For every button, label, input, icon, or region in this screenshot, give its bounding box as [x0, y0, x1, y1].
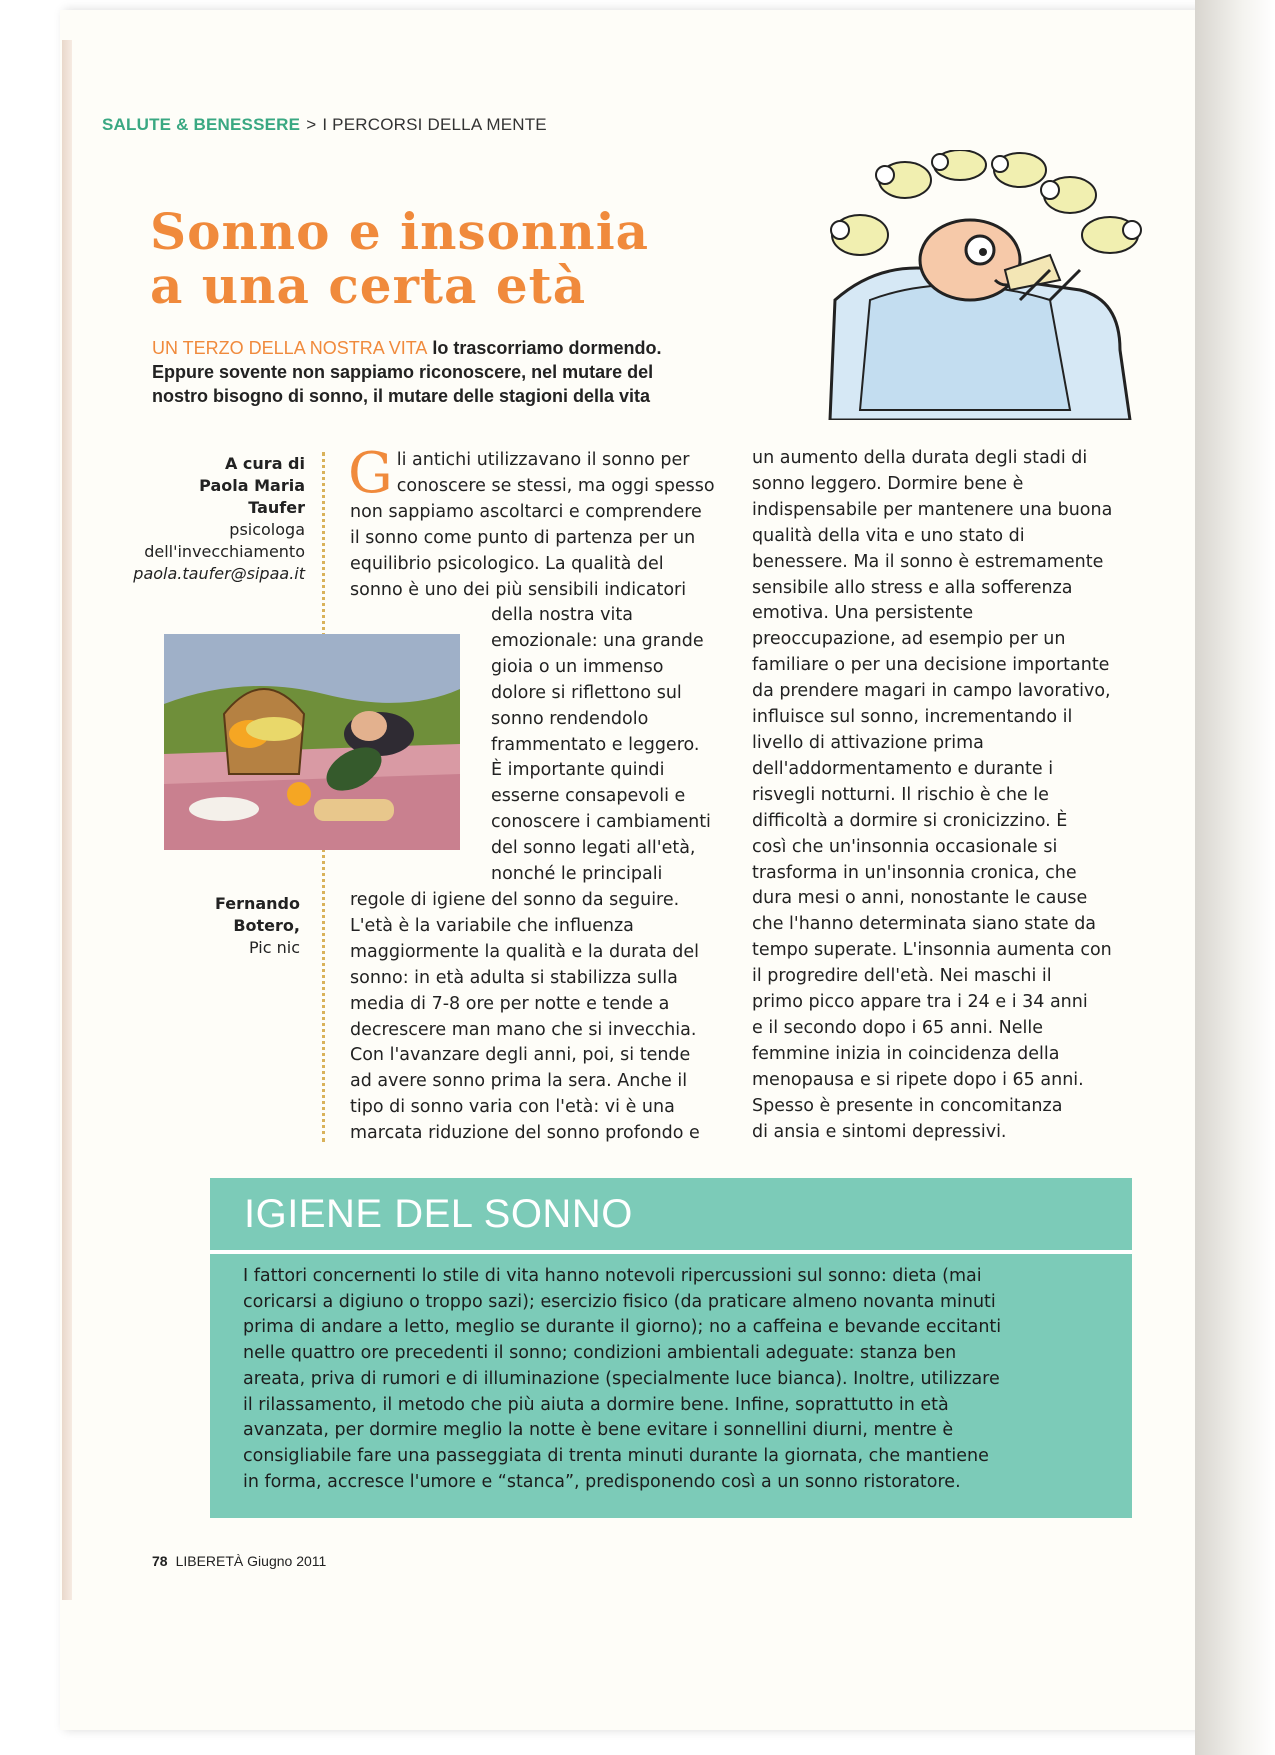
text-line: il progredire dell'età. Nei maschi il	[752, 966, 1052, 987]
text-line: il rilassamento, il metodo che più aiuta a dormire bene. Infine, soprattutto in età	[243, 1394, 949, 1415]
text-line: qualità della vita e uno stato di	[752, 525, 1025, 546]
sidebar-box-title: IGIENE DEL SONNO	[244, 1192, 633, 1236]
text-line: È importante quindi	[491, 760, 665, 781]
text-line: indispensabile per mantenere una buona	[752, 499, 1113, 520]
text-line: Spesso è presente in concomitanza	[752, 1095, 1063, 1116]
magazine-issue: LIBERETÀ Giugno 2011	[175, 1553, 327, 1569]
text-line: di ansia e sintomi depressivi.	[752, 1121, 1007, 1142]
text-line: in forma, accresce l'umore e “stanca”, predisponendo così a un sonno ristoratore.	[243, 1471, 961, 1492]
text-line: femmine inizia in coincidenza della	[752, 1043, 1060, 1064]
sleeping-man-sheep-illustration	[820, 150, 1150, 420]
text-line: trasforma in un'insonnia cronica, che	[752, 862, 1077, 883]
deck-kicker: UN TERZO DELLA NOSTRA VITA	[152, 338, 428, 358]
text-line: emozionale: una grande	[491, 630, 704, 651]
text-line: sonno leggero. Dormire bene è	[752, 473, 1024, 494]
text-line: marcata riduzione del sonno profondo e	[350, 1123, 700, 1144]
caption-artist-2: Botero,	[233, 916, 300, 935]
column-1-narrow	[491, 603, 721, 888]
column-1-top	[348, 441, 720, 603]
text-line: influisce sul sonno, incrementando il	[752, 707, 1073, 728]
byline	[60, 453, 305, 585]
text-line: L'età è la variabile che influenza	[350, 915, 634, 936]
drop-cap: G	[348, 441, 393, 506]
caption-title: Pic nic	[248, 938, 300, 957]
text-line: livello di attivazione prima	[752, 732, 984, 753]
text-line: coricarsi a digiuno o troppo sazi); esercizio fisico (da praticare almeno novanta minuti	[243, 1291, 996, 1312]
text-line: emotiva. Una persistente	[752, 603, 974, 624]
text-line: risvegli notturni. Il rischio è che le	[752, 784, 1049, 805]
headline-line-2: a una certa età	[150, 256, 587, 315]
headline-line-1: Sonno e insonnia	[150, 202, 650, 261]
text-line: tempo superate. L'insonnia aumenta con	[752, 940, 1112, 961]
text-line: difficoltà a dormire si cronicizzino. È	[752, 810, 1068, 831]
author-email: paola.taufer@sipaa.it	[133, 564, 305, 583]
text-line: primo picco appare tra i 24 e i 34 anni	[752, 992, 1088, 1013]
text-line: sonno è uno dei più sensibili indicatori	[350, 579, 687, 600]
page-edge	[62, 40, 72, 1600]
column-2	[752, 446, 1132, 1145]
text-line: e il secondo dopo i 65 anni. Nelle	[752, 1017, 1043, 1038]
section-header	[102, 115, 547, 135]
text-line: dolore si riflettono sul	[491, 682, 682, 703]
page-footer	[152, 1553, 326, 1569]
deck-line-2: Eppure sovente non sappiamo riconoscere, nel mutare del	[152, 362, 654, 382]
text-line: della nostra vita	[491, 605, 633, 625]
deck-line-1: lo trascorriamo dormendo.	[427, 338, 662, 358]
text-line: areata, priva di rumori e di illuminazione (specialmente luce bianca). Inoltre, utilizzare	[243, 1368, 1000, 1389]
text-line: esserne consapevoli e	[491, 786, 686, 807]
author-name-2: Taufer	[248, 498, 305, 517]
sidebar-box-rule	[210, 1250, 1132, 1254]
section-separator: >	[306, 115, 317, 134]
sidebar-box-igiene	[210, 1178, 1132, 1518]
article-headline	[150, 202, 650, 315]
column-1-bottom	[350, 888, 720, 1147]
text-line: così che un'insonnia occasionale si	[752, 836, 1058, 857]
text-line: nonché le principali	[491, 864, 663, 885]
text-line: avanzata, per dormire meglio la notte è bene evitare i sonnellini diurni, mentre è	[243, 1420, 954, 1441]
text-line: tipo di sonno varia con l'età: vi è una	[350, 1097, 675, 1118]
caption-artist-1: Fernando	[214, 894, 300, 913]
image-caption	[60, 893, 300, 959]
text-line: frammentato e leggero.	[491, 734, 700, 755]
binding-shadow	[1195, 0, 1275, 1755]
page-number: 78	[152, 1553, 168, 1569]
text-line: del sonno legati all'età,	[491, 838, 696, 859]
text-line: nelle quattro ore precedenti il sonno; condizioni ambientali adeguate: stanza ben	[243, 1343, 957, 1364]
text-line: equilibrio psicologico. La qualità del	[350, 553, 664, 574]
section-category: SALUTE & BENESSERE	[102, 115, 301, 134]
text-line: consigliabile fare una passeggiata di trenta minuti durante la giornata, che mantiene	[243, 1445, 989, 1466]
text-line: ad avere sonno prima la sera. Anche il	[350, 1071, 688, 1092]
text-line: dura mesi o anni, nonostante le cause	[752, 888, 1088, 909]
section-subcategory: I PERCORSI DELLA MENTE	[322, 115, 547, 134]
text-line: regole di igiene del sonno da seguire.	[350, 890, 680, 910]
text-line: sonno: in età adulta si stabilizza sulla	[350, 967, 678, 988]
text-line: decrescere man mano che si invecchia.	[350, 1019, 697, 1040]
text-line: conoscere i cambiamenti	[491, 812, 711, 833]
text-line: da prendere magari in campo lavorativo,	[752, 681, 1111, 702]
byline-intro: A cura di	[224, 454, 305, 473]
text-line: preoccupazione, ad esempio per un	[752, 629, 1066, 650]
botero-picnic-painting	[164, 634, 460, 850]
text-line: Con l'avanzare degli anni, poi, si tende	[350, 1045, 691, 1066]
author-role-2: dell'invecchiamento	[144, 542, 305, 561]
text-line: media di 7-8 ore per notte e tende a	[350, 993, 670, 1014]
text-line: menopausa e si ripete dopo i 65 anni.	[752, 1069, 1084, 1090]
text-line: benessere. Ma il sonno è estremamente	[752, 551, 1104, 572]
text-line: maggiormente la qualità e la durata del	[350, 941, 699, 962]
text-line: un aumento della durata degli stadi di	[752, 448, 1088, 468]
text-line: non sappiamo ascoltarci e comprendere	[350, 501, 702, 522]
text-line: familiare o per una decisione importante	[752, 655, 1110, 676]
sidebar-box-text	[243, 1264, 1123, 1495]
text-line: il sonno come punto di partenza per un	[350, 527, 696, 548]
text-line: prima di andare a letto, meglio se durante il giorno); no a caffeina e bevande eccitanti	[243, 1317, 1002, 1338]
text-line: li antichi utilizzavano il sonno per	[396, 450, 690, 470]
text-line: dell'addormentamento e durante i	[752, 758, 1054, 779]
text-line: conoscere se stessi, ma oggi spesso	[396, 475, 715, 496]
text-line: I fattori concernenti lo stile di vita hanno notevoli ripercussioni sul sonno: dieta (mai	[243, 1266, 982, 1286]
deck-line-3: nostro bisogno di sonno, il mutare delle stagioni della vita	[152, 386, 651, 406]
text-line: che l'hanno determinata siano state da	[752, 914, 1097, 935]
author-role-1: psicologa	[229, 520, 305, 539]
text-line: gioia o un immenso	[491, 656, 664, 677]
article-deck	[152, 336, 742, 408]
text-line: sonno rendendolo	[491, 708, 649, 729]
author-name-1: Paola Maria	[199, 476, 305, 495]
text-line: sensibile allo stress e alla sofferenza	[752, 577, 1073, 598]
